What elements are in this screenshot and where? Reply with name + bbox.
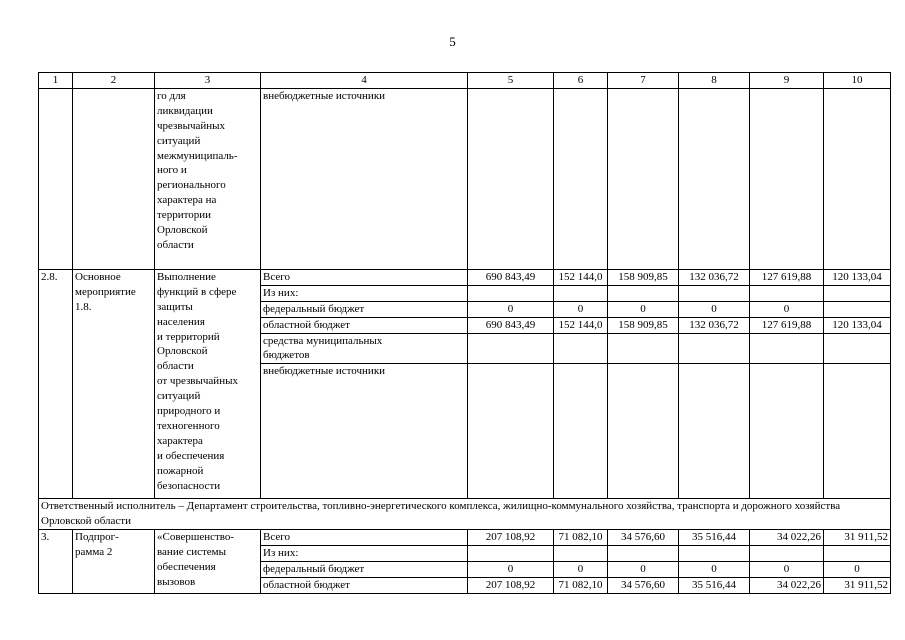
funding-source: областной бюджет	[261, 578, 468, 594]
page-number: 5	[449, 34, 456, 49]
value-cell: 0	[750, 301, 824, 317]
table-row	[39, 530, 891, 546]
value-cell: 0	[679, 562, 750, 578]
value-cell: 0	[679, 301, 750, 317]
header-cell: 2	[73, 73, 155, 89]
value-cell: 71 082,10	[554, 530, 608, 546]
value-cell: 158 909,85	[608, 317, 679, 333]
header-cell: 8	[679, 73, 750, 89]
value-cell: 127 619,88	[750, 269, 824, 285]
row-number: 3.	[39, 530, 73, 594]
value-cell: 152 144,0	[554, 269, 608, 285]
value-cell: 127 619,88	[750, 317, 824, 333]
value-cell: 207 108,92	[468, 578, 554, 594]
funding-source: Всего	[261, 269, 468, 285]
value-cell: 0	[750, 562, 824, 578]
measure-description: «Совершенство- вание системы обеспечения вызовов	[155, 530, 261, 594]
value-cell: 690 843,49	[468, 269, 554, 285]
funding-source: Всего	[261, 530, 468, 546]
value-cell: 71 082,10	[554, 578, 608, 594]
value-cell: 690 843,49	[468, 317, 554, 333]
header-cell: 9	[750, 73, 824, 89]
value-cell: 34 576,60	[608, 578, 679, 594]
value-cell: 31 911,52	[824, 578, 891, 594]
table-row	[39, 269, 891, 285]
table-row	[39, 88, 891, 269]
funding-source: Из них:	[261, 546, 468, 562]
header-cell: 5	[468, 73, 554, 89]
header-cell: 1	[39, 73, 73, 89]
measure-name: Подпрог- рамма 2	[73, 530, 155, 594]
value-cell: 120 133,04	[824, 269, 891, 285]
value-cell: 35 516,44	[679, 530, 750, 546]
value-cell: 35 516,44	[679, 578, 750, 594]
value-cell	[824, 301, 891, 317]
funding-source: внебюджетные источники	[261, 88, 468, 269]
value-cell: 152 144,0	[554, 317, 608, 333]
table-row	[39, 499, 891, 530]
value-cell: 0	[608, 562, 679, 578]
header-cell: 7	[608, 73, 679, 89]
value-cell: 0	[608, 301, 679, 317]
budget-table	[38, 72, 891, 594]
funding-source: внебюджетные источники	[261, 364, 468, 499]
value-cell: 0	[554, 562, 608, 578]
value-cell: 120 133,04	[824, 317, 891, 333]
funding-source: федеральный бюджет	[261, 562, 468, 578]
funding-source: областной бюджет	[261, 317, 468, 333]
value-cell: 207 108,92	[468, 530, 554, 546]
value-cell: 132 036,72	[679, 269, 750, 285]
row-number: 2.8.	[39, 269, 73, 498]
value-cell: 132 036,72	[679, 317, 750, 333]
header-cell: 10	[824, 73, 891, 89]
header-cell: 6	[554, 73, 608, 89]
value-cell: 34 022,26	[750, 530, 824, 546]
measure-description: го для ликвидации чрезвычайных ситуаций межмуниципаль- ного и регионального характера на территории Орловской области	[155, 88, 261, 269]
value-cell: 34 576,60	[608, 530, 679, 546]
funding-source: средства муниципальных бюджетов	[261, 333, 468, 364]
header-cell: 3	[155, 73, 261, 89]
header-row	[39, 73, 891, 89]
value-cell: 31 911,52	[824, 530, 891, 546]
header-cell: 4	[261, 73, 468, 89]
value-cell: 34 022,26	[750, 578, 824, 594]
funding-source: федеральный бюджет	[261, 301, 468, 317]
measure-description: Выполнение функций в сфере защиты населения и территорий Орловской области от чрезвычайных ситуаций природного и техногенного характера и обеспечения пожарной безопасности	[155, 269, 261, 498]
funding-source: Из них:	[261, 285, 468, 301]
value-cell: 0	[824, 562, 891, 578]
responsible-executor: Ответственный исполнитель – Департамент строительства, топливно-энергетического комплекса, жилищно-коммунального хозяйства, транспорта и дорожного хозяйства Орловской области	[39, 499, 891, 530]
value-cell: 158 909,85	[608, 269, 679, 285]
measure-name: Основное мероприятие 1.8.	[73, 269, 155, 498]
value-cell: 0	[554, 301, 608, 317]
value-cell: 0	[468, 301, 554, 317]
value-cell: 0	[468, 562, 554, 578]
